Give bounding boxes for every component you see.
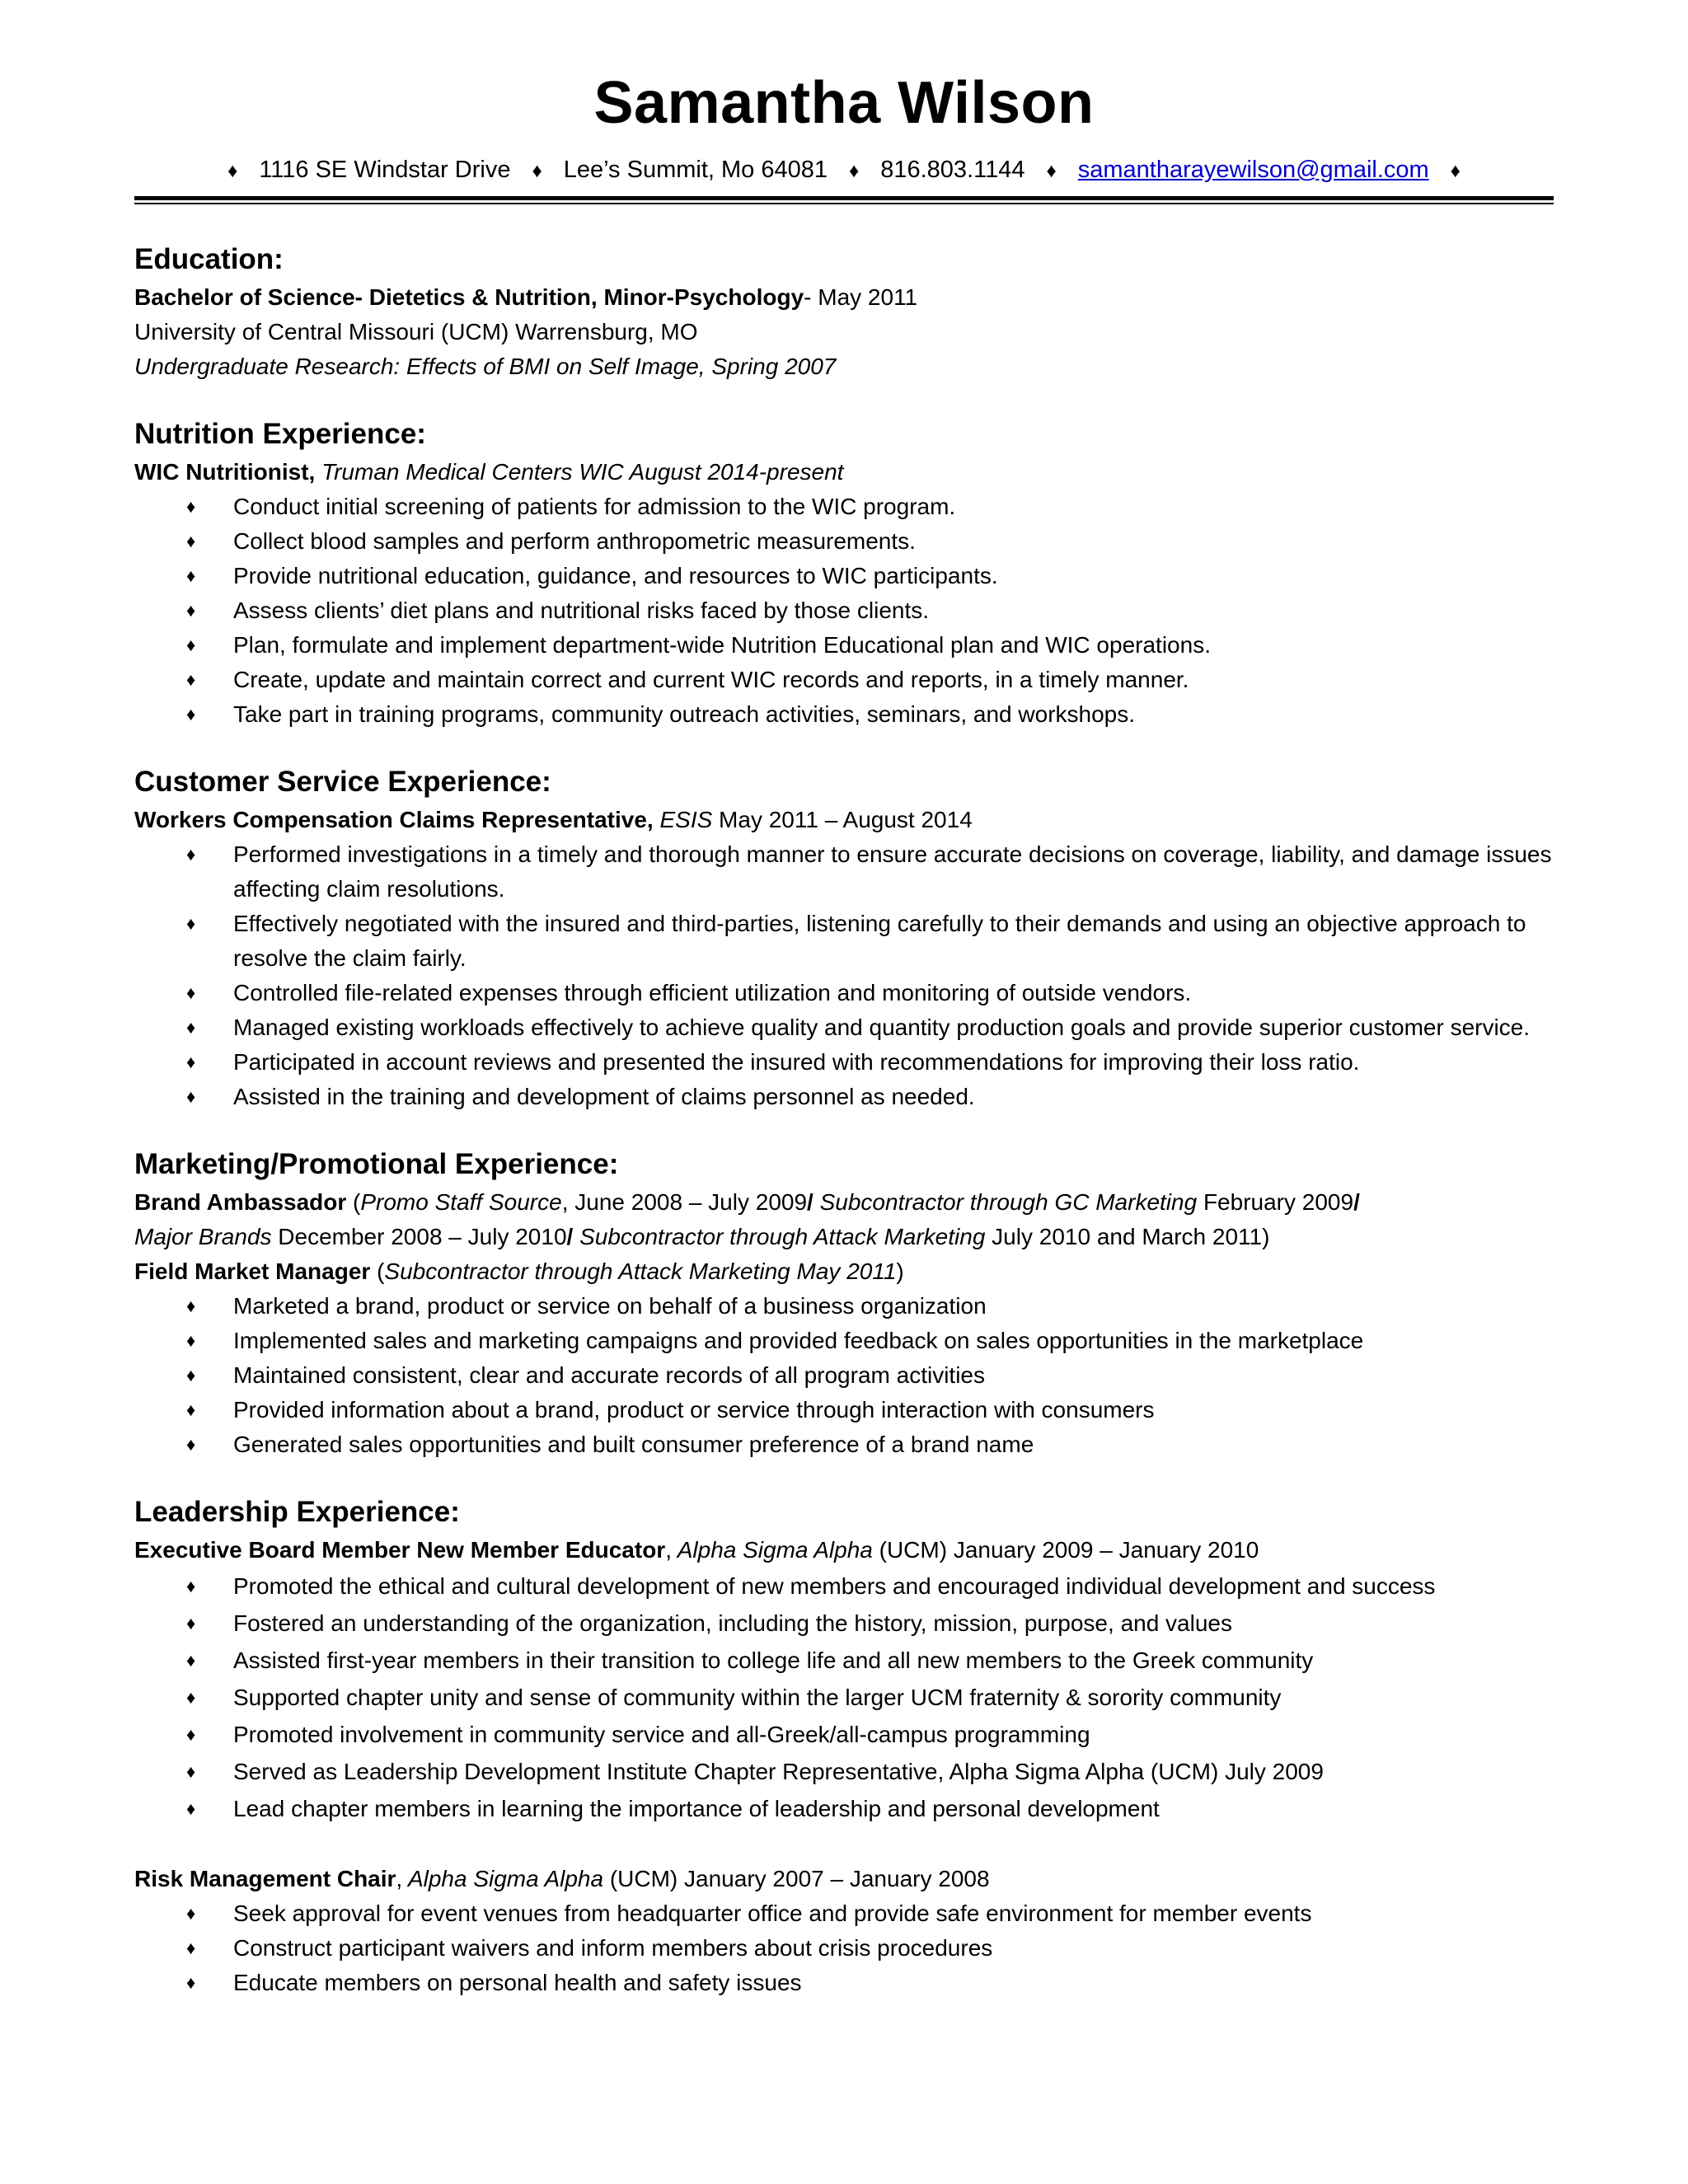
separator: / bbox=[807, 1189, 814, 1215]
job-org: Subcontractor through GC Marketing bbox=[813, 1189, 1198, 1215]
email-link[interactable]: samantharayewilson@gmail.com bbox=[1077, 157, 1429, 183]
job-dates: July 2010 and March 2011) bbox=[985, 1224, 1270, 1249]
diamond-bullet-icon: ♦ bbox=[848, 160, 860, 182]
list-item bbox=[134, 1896, 1554, 1931]
diamond-bullet-icon: ♦ bbox=[186, 1687, 196, 1708]
job-dates: (UCM) January 2009 – January 2010 bbox=[872, 1537, 1259, 1563]
bullet-text: Managed existing workloads effectively to achieve quality and quantity production goals and provide superior customer service. bbox=[233, 1015, 1531, 1040]
address: 1116 SE Windstar Drive bbox=[259, 157, 511, 183]
candidate-name: Samantha Wilson bbox=[593, 70, 1095, 136]
diamond-bullet-icon: ♦ bbox=[186, 1434, 196, 1455]
research: Undergraduate Research: Effects of BMI on Self Image, Spring 2007 bbox=[134, 354, 837, 379]
job-role: WIC Nutritionist, bbox=[134, 459, 316, 485]
degree-date: - May 2011 bbox=[804, 284, 918, 310]
diamond-bullet-icon: ♦ bbox=[186, 1903, 196, 1924]
diamond-bullet-icon: ♦ bbox=[186, 1798, 196, 1819]
bullet-text: Generated sales opportunities and built consumer preference of a brand name bbox=[233, 1432, 1034, 1457]
list-item bbox=[134, 490, 1554, 524]
diamond-bullet-icon: ♦ bbox=[186, 1296, 196, 1316]
bullet-list bbox=[134, 1896, 1554, 2000]
job-heading bbox=[134, 455, 1554, 490]
diamond-bullet-icon: ♦ bbox=[186, 1724, 196, 1745]
list-item bbox=[134, 1010, 1554, 1045]
job-org: Alpha Sigma Alpha bbox=[671, 1537, 873, 1563]
list-item bbox=[134, 1753, 1554, 1790]
contact-line bbox=[134, 152, 1554, 190]
diamond-bullet-icon: ♦ bbox=[227, 160, 238, 182]
job-role: Brand Ambassador bbox=[134, 1189, 347, 1215]
list-item bbox=[134, 524, 1554, 559]
list-item bbox=[134, 837, 1554, 907]
text-fragment: , bbox=[396, 1866, 403, 1891]
bullet-list bbox=[134, 1289, 1554, 1462]
job-dates: , June 2008 – July 2009 bbox=[561, 1189, 808, 1215]
list-item bbox=[134, 593, 1554, 628]
list-item bbox=[134, 1679, 1554, 1716]
diamond-bullet-icon: ♦ bbox=[186, 1086, 196, 1107]
bullet-text: Controlled file-related expenses through efficient utilization and monitoring of outside vendors. bbox=[233, 980, 1192, 1005]
separator: / bbox=[566, 1224, 574, 1249]
text-fragment: ( bbox=[346, 1189, 361, 1215]
diamond-bullet-icon: ♦ bbox=[186, 565, 196, 586]
list-item bbox=[134, 1080, 1554, 1114]
separator: / bbox=[1353, 1189, 1360, 1215]
bullet-text: Served as Leadership Development Institute Chapter Representative, Alpha Sigma Alpha (UCM) July 2009 bbox=[233, 1759, 1324, 1784]
diamond-bullet-icon: ♦ bbox=[186, 1576, 196, 1596]
bullet-text: Promoted involvement in community service and all-Greek/all-campus programming bbox=[233, 1722, 1090, 1747]
bullet-text: Performed investigations in a timely and thorough manner to ensure accurate decisions on coverage, liability, and damage issues affecting claim resolutions. bbox=[233, 841, 1552, 902]
bullet-list bbox=[134, 1568, 1554, 1827]
job-dates: May 2011 – August 2014 bbox=[712, 807, 973, 832]
city: Lee’s Summit, Mo 64081 bbox=[563, 157, 828, 183]
bullet-text: Seek approval for event venues from headquarter office and provide safe environment for member events bbox=[233, 1900, 1312, 1926]
list-item bbox=[134, 1045, 1554, 1080]
job-heading bbox=[134, 1254, 1554, 1289]
text-fragment: ) bbox=[896, 1258, 904, 1284]
header-divider-thick bbox=[134, 196, 1554, 200]
education-section bbox=[134, 239, 1554, 384]
bullet-text: Marketed a brand, product or service on behalf of a business organization bbox=[233, 1293, 987, 1319]
job-org: Alpha Sigma Alpha bbox=[402, 1866, 604, 1891]
bullet-text: Conduct initial screening of patients for admission to the WIC program. bbox=[233, 494, 956, 519]
diamond-bullet-icon: ♦ bbox=[186, 1365, 196, 1385]
customer-service-section bbox=[134, 762, 1554, 1114]
list-item bbox=[134, 1393, 1554, 1427]
job-heading bbox=[134, 803, 1554, 837]
list-item bbox=[134, 1716, 1554, 1753]
bullet-text: Maintained consistent, clear and accurate records of all program activities bbox=[233, 1362, 985, 1388]
job-role: Workers Compensation Claims Representative, bbox=[134, 807, 654, 832]
diamond-bullet-icon: ♦ bbox=[186, 1938, 196, 1958]
header-divider-thin bbox=[134, 203, 1554, 204]
degree-line bbox=[134, 280, 1554, 315]
diamond-bullet-icon: ♦ bbox=[186, 635, 196, 655]
diamond-bullet-icon: ♦ bbox=[186, 1399, 196, 1420]
list-item bbox=[134, 1568, 1554, 1605]
diamond-bullet-icon: ♦ bbox=[186, 913, 196, 934]
leadership-section bbox=[134, 1492, 1554, 2000]
text-fragment: ( bbox=[370, 1258, 385, 1284]
bullet-text: Construct participant waivers and inform members about crisis procedures bbox=[233, 1935, 993, 1961]
list-item bbox=[134, 1358, 1554, 1393]
list-item bbox=[134, 1427, 1554, 1462]
bullet-list bbox=[134, 490, 1554, 732]
list-item bbox=[134, 663, 1554, 697]
diamond-bullet-icon: ♦ bbox=[186, 1017, 196, 1038]
bullet-text: Lead chapter members in learning the importance of leadership and personal development bbox=[233, 1796, 1160, 1821]
job-heading bbox=[134, 1862, 1554, 1896]
bullet-text: Plan, formulate and implement department-wide Nutrition Educational plan and WIC operations. bbox=[233, 632, 1211, 658]
job-org: Truman Medical Centers WIC August 2014-present bbox=[315, 459, 844, 485]
diamond-bullet-icon: ♦ bbox=[186, 1761, 196, 1782]
diamond-bullet-icon: ♦ bbox=[186, 844, 196, 865]
bullet-text: Participated in account reviews and presented the insured with recommendations for improving their loss ratio. bbox=[233, 1049, 1360, 1075]
bullet-text: Assisted in the training and development of claims personnel as needed. bbox=[233, 1084, 975, 1109]
diamond-bullet-icon: ♦ bbox=[186, 531, 196, 551]
nutrition-section bbox=[134, 414, 1554, 732]
bullet-text: Effectively negotiated with the insured and third-parties, listening carefully to their demands and using an objective approach to resolve the claim fairly. bbox=[233, 911, 1526, 971]
job-heading bbox=[134, 1185, 1554, 1254]
bullet-text: Promoted the ethical and cultural development of new members and encouraged individual development and success bbox=[233, 1573, 1436, 1599]
bullet-text: Create, update and maintain correct and current WIC records and reports, in a timely manner. bbox=[233, 667, 1189, 692]
diamond-bullet-icon: ♦ bbox=[186, 1052, 196, 1072]
section-title: Leadership Experience: bbox=[134, 1496, 460, 1528]
diamond-bullet-icon: ♦ bbox=[186, 496, 196, 517]
list-item bbox=[134, 1966, 1554, 2000]
job-dates: February 2009 bbox=[1197, 1189, 1354, 1215]
diamond-bullet-icon: ♦ bbox=[186, 1650, 196, 1671]
bullet-text: Implemented sales and marketing campaigns and provided feedback on sales opportunities in the marketplace bbox=[233, 1328, 1364, 1353]
diamond-bullet-icon: ♦ bbox=[186, 600, 196, 621]
job-org: Subcontractor through Attack Marketing bbox=[573, 1224, 986, 1249]
job-org: Promo Staff Source bbox=[360, 1189, 562, 1215]
job-role: Risk Management Chair bbox=[134, 1866, 396, 1891]
diamond-bullet-icon: ♦ bbox=[1450, 160, 1461, 182]
diamond-bullet-icon: ♦ bbox=[186, 1330, 196, 1351]
list-item bbox=[134, 1605, 1554, 1642]
diamond-bullet-icon: ♦ bbox=[186, 982, 196, 1003]
bullet-text: Educate members on personal health and safety issues bbox=[233, 1970, 802, 1995]
bullet-text: Fostered an understanding of the organization, including the history, mission, purpose, and values bbox=[233, 1610, 1232, 1636]
section-title: Education: bbox=[134, 243, 284, 275]
degree: Bachelor of Science- Dietetics & Nutrition, Minor-Psychology bbox=[134, 284, 804, 310]
bullet-list bbox=[134, 837, 1554, 1114]
job-org: ESIS bbox=[653, 807, 713, 832]
job-role: Field Market Manager bbox=[134, 1258, 371, 1284]
job-role: Executive Board Member New Member Educator bbox=[134, 1537, 666, 1563]
job-org: Subcontractor through Attack Marketing May 2011 bbox=[384, 1258, 897, 1284]
job-dates: December 2008 – July 2010 bbox=[271, 1224, 567, 1249]
diamond-bullet-icon: ♦ bbox=[1046, 160, 1057, 182]
school: University of Central Missouri (UCM) Warrensburg, MO bbox=[134, 319, 698, 344]
bullet-text: Supported chapter unity and sense of community within the larger UCM fraternity & sorority community bbox=[233, 1685, 1282, 1710]
bullet-text: Collect blood samples and perform anthropometric measurements. bbox=[233, 528, 916, 554]
list-item bbox=[134, 976, 1554, 1010]
list-item bbox=[134, 1642, 1554, 1679]
resume-page bbox=[134, 58, 1554, 2000]
bullet-text: Assess clients’ diet plans and nutritional risks faced by those clients. bbox=[233, 598, 930, 623]
list-item bbox=[134, 1324, 1554, 1358]
list-item bbox=[134, 559, 1554, 593]
bullet-text: Take part in training programs, community outreach activities, seminars, and workshops. bbox=[233, 701, 1136, 727]
list-item bbox=[134, 697, 1554, 732]
diamond-bullet-icon: ♦ bbox=[186, 669, 196, 690]
list-item bbox=[134, 1790, 1554, 1827]
list-item bbox=[134, 628, 1554, 663]
list-item bbox=[134, 1289, 1554, 1324]
bullet-text: Provide nutritional education, guidance, and resources to WIC participants. bbox=[233, 563, 998, 588]
job-dates: (UCM) January 2007 – January 2008 bbox=[603, 1866, 990, 1891]
diamond-bullet-icon: ♦ bbox=[532, 160, 542, 182]
section-title: Marketing/Promotional Experience: bbox=[134, 1148, 619, 1180]
diamond-bullet-icon: ♦ bbox=[186, 1972, 196, 1993]
phone: 816.803.1144 bbox=[880, 157, 1025, 183]
job-heading bbox=[134, 1533, 1554, 1568]
section-title: Customer Service Experience: bbox=[134, 766, 551, 798]
diamond-bullet-icon: ♦ bbox=[186, 704, 196, 724]
job-org: Major Brands bbox=[134, 1224, 272, 1249]
text-fragment: , bbox=[665, 1537, 672, 1563]
marketing-section bbox=[134, 1144, 1554, 1462]
section-title: Nutrition Experience: bbox=[134, 418, 426, 450]
list-item bbox=[134, 1931, 1554, 1966]
bullet-text: Assisted first-year members in their transition to college life and all new members to the Greek community bbox=[233, 1647, 1314, 1673]
bullet-text: Provided information about a brand, product or service through interaction with consumers bbox=[233, 1397, 1155, 1422]
list-item bbox=[134, 907, 1554, 976]
diamond-bullet-icon: ♦ bbox=[186, 1613, 196, 1633]
